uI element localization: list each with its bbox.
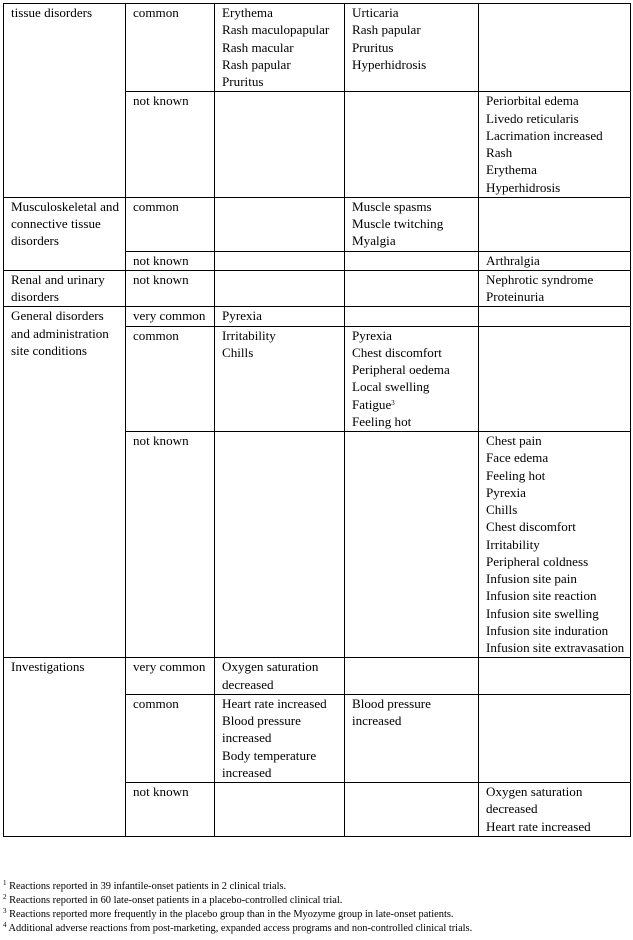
footnote-mark: 1 xyxy=(3,879,7,887)
reaction-cell xyxy=(215,326,345,432)
reaction-item xyxy=(352,396,476,413)
reaction-text: Feeling hot xyxy=(352,413,412,429)
reaction-item xyxy=(352,232,476,249)
reaction-item xyxy=(486,467,628,484)
footnote-mark: 2 xyxy=(3,892,7,901)
reaction-item xyxy=(352,344,476,361)
reaction-cell xyxy=(479,4,631,92)
reaction-item xyxy=(222,56,342,73)
reaction-text: Blood pressure increased xyxy=(352,695,431,728)
reaction-cell xyxy=(479,783,631,837)
reaction-text: Hyperhidrosis xyxy=(352,56,427,72)
reaction-text: Pyrexia xyxy=(222,308,262,324)
reaction-item xyxy=(486,161,628,178)
frequency-cell: common xyxy=(126,4,215,92)
system-organ-class-cell: General disorders and administration site conditions xyxy=(4,307,126,658)
reaction-item xyxy=(222,712,342,747)
reaction-text: Muscle spasms xyxy=(352,198,432,214)
reaction-item xyxy=(486,605,628,622)
reaction-text: Hyperhidrosis xyxy=(486,179,561,195)
reaction-cell xyxy=(215,658,345,695)
reaction-item xyxy=(486,432,628,449)
reaction-text: Pyrexia xyxy=(486,484,526,500)
reaction-text: Local swelling xyxy=(352,379,430,395)
reaction-cell xyxy=(479,251,631,270)
reaction-item xyxy=(222,327,342,344)
reaction-cell xyxy=(345,251,479,270)
reaction-text: Pyrexia xyxy=(352,327,392,343)
reaction-item xyxy=(222,747,342,782)
reaction-item xyxy=(486,536,628,553)
reaction-item xyxy=(222,4,342,21)
reaction-text: Blood pressure increased xyxy=(222,713,301,746)
frequency-cell: common xyxy=(126,694,215,782)
reaction-text: Arthralgia xyxy=(486,252,540,268)
footnote-mark: 3 xyxy=(3,906,7,915)
reaction-text: Heart rate increased xyxy=(486,818,591,834)
reaction-item xyxy=(486,252,628,269)
reaction-item xyxy=(486,501,628,518)
reaction-text: Feeling hot xyxy=(486,467,546,483)
reaction-item xyxy=(352,695,476,730)
reaction-text: Urticaria xyxy=(352,5,399,20)
reaction-cell xyxy=(479,270,631,307)
reaction-item xyxy=(486,179,628,196)
reaction-cell xyxy=(479,92,631,198)
reaction-item xyxy=(486,518,628,535)
reaction-item xyxy=(352,327,476,344)
reaction-cell xyxy=(215,251,345,270)
system-organ-class-cell: Musculoskeletal and connective tissue disorders xyxy=(4,197,126,270)
reaction-cell xyxy=(479,694,631,782)
reaction-item xyxy=(486,622,628,639)
reaction-item xyxy=(486,783,628,818)
reaction-cell xyxy=(215,432,345,658)
reaction-text: Peripheral coldness xyxy=(486,553,589,569)
reaction-text: Lacrimation increased xyxy=(486,127,603,143)
reaction-cell xyxy=(345,270,479,307)
reaction-text: Muscle twitching xyxy=(352,216,444,231)
reaction-cell xyxy=(215,694,345,782)
reaction-text: Rash papular xyxy=(352,22,421,38)
frequency-cell: very common xyxy=(126,658,215,695)
footnote-mark: 4 xyxy=(3,920,7,929)
reaction-text: Nephrotic syndrome xyxy=(486,271,594,287)
table-row xyxy=(4,4,631,92)
adverse-reactions-table xyxy=(3,3,631,837)
footnote xyxy=(3,880,630,894)
reaction-item xyxy=(222,21,342,38)
reaction-cell xyxy=(215,270,345,307)
table-row xyxy=(4,270,631,307)
reaction-text: Body temperature increased xyxy=(222,747,317,780)
reaction-text: Rash macular xyxy=(222,39,294,55)
reaction-cell xyxy=(479,658,631,695)
reaction-item xyxy=(486,110,628,127)
reaction-text: Infusion site pain xyxy=(486,571,577,586)
reaction-cell xyxy=(215,197,345,251)
footnotes xyxy=(3,880,630,936)
reaction-text: Oxygen saturation decreased xyxy=(486,784,583,817)
reaction-text: Peripheral oedema xyxy=(352,362,450,377)
footnote-text: Additional adverse reactions from post-marketing, expanded access programs and non-controlled clinical trials. xyxy=(8,922,473,934)
reaction-item xyxy=(486,639,628,656)
reaction-item xyxy=(352,413,476,430)
reaction-cell xyxy=(479,197,631,251)
table-row xyxy=(4,307,631,326)
reaction-text: Infusion site swelling xyxy=(486,605,599,621)
reaction-item xyxy=(352,56,476,73)
footnote xyxy=(3,908,630,922)
reaction-text: Heart rate increased xyxy=(222,695,327,711)
reaction-item xyxy=(222,73,342,90)
reaction-text: Rash maculopapular xyxy=(222,22,330,38)
reaction-text: Periorbital edema xyxy=(486,93,579,109)
reaction-cell xyxy=(345,658,479,695)
reaction-cell xyxy=(479,432,631,658)
reaction-item xyxy=(222,307,342,324)
frequency-cell: not known xyxy=(126,92,215,198)
reaction-text: Erythema xyxy=(486,162,537,178)
reaction-item xyxy=(352,4,476,21)
reaction-text: Proteinuria xyxy=(486,289,545,304)
reaction-item xyxy=(352,378,476,395)
reaction-item xyxy=(222,344,342,361)
reaction-item xyxy=(486,570,628,587)
reaction-cell xyxy=(345,307,479,326)
reaction-cell xyxy=(345,694,479,782)
reaction-cell xyxy=(345,4,479,92)
frequency-cell: not known xyxy=(126,251,215,270)
reaction-text: Livedo reticularis xyxy=(486,110,579,126)
reaction-text: Irritability xyxy=(222,327,276,343)
reaction-text: Oxygen saturation decreased xyxy=(222,659,319,692)
footnote-text: Reactions reported more frequently in the placebo group than in the Myozyme group in late-onset patients. xyxy=(9,908,454,920)
reaction-item xyxy=(486,587,628,604)
reaction-item xyxy=(222,695,342,712)
footnote-text: Reactions reported in 60 late-onset patients in a placebo-controlled clinical trial. xyxy=(9,894,343,906)
reaction-item xyxy=(352,21,476,38)
reaction-item xyxy=(486,92,628,109)
reaction-text: Rash xyxy=(486,145,513,160)
reaction-text: Pruritus xyxy=(352,39,394,55)
reaction-item xyxy=(486,144,628,161)
table-body xyxy=(4,4,631,837)
reaction-item xyxy=(486,553,628,570)
reaction-item xyxy=(486,288,628,305)
frequency-cell: very common xyxy=(126,307,215,326)
system-organ-class-cell: tissue disorders xyxy=(4,4,126,198)
reaction-text: Chest discomfort xyxy=(486,519,576,535)
reaction-cell xyxy=(479,326,631,432)
reaction-text: Myalgia xyxy=(352,233,396,249)
system-organ-class-cell: Investigations xyxy=(4,658,126,837)
reaction-item xyxy=(352,215,476,232)
reaction-text: Chills xyxy=(486,502,518,517)
reaction-item xyxy=(486,449,628,466)
reaction-text: Infusion site reaction xyxy=(486,588,597,604)
reaction-cell xyxy=(215,307,345,326)
reaction-cell xyxy=(345,197,479,251)
reaction-item xyxy=(486,484,628,501)
footnote-text: Reactions reported in 39 infantile-onset patients in 2 clinical trials. xyxy=(9,881,287,892)
table-row xyxy=(4,197,631,251)
reaction-text: Irritability xyxy=(486,536,540,552)
reaction-item xyxy=(352,198,476,215)
reaction-text: Pruritus xyxy=(222,74,264,89)
footnote-marker: 3 xyxy=(391,398,395,407)
reaction-item xyxy=(352,39,476,56)
reaction-cell xyxy=(345,432,479,658)
reaction-cell xyxy=(479,307,631,326)
reaction-text: Infusion site extravasation xyxy=(486,640,625,655)
footnote xyxy=(3,922,630,936)
reaction-text: Chills xyxy=(222,344,254,360)
system-organ-class-cell: Renal and urinary disorders xyxy=(4,270,126,307)
reaction-cell xyxy=(215,4,345,92)
reaction-cell xyxy=(215,92,345,198)
reaction-text: Face edema xyxy=(486,450,549,466)
reaction-item xyxy=(486,818,628,835)
reaction-cell xyxy=(345,92,479,198)
reaction-item xyxy=(222,39,342,56)
reaction-text: Fatigue xyxy=(352,396,392,412)
reaction-text: Erythema xyxy=(222,5,273,20)
reaction-cell xyxy=(215,783,345,837)
reaction-item xyxy=(486,271,628,288)
footnote xyxy=(3,894,630,908)
reaction-cell xyxy=(345,326,479,432)
frequency-cell: common xyxy=(126,197,215,251)
frequency-cell: not known xyxy=(126,432,215,658)
frequency-cell: common xyxy=(126,326,215,432)
table-row xyxy=(4,658,631,695)
frequency-cell: not known xyxy=(126,270,215,307)
reaction-cell xyxy=(345,783,479,837)
reaction-text: Chest discomfort xyxy=(352,344,442,360)
reaction-text: Infusion site induration xyxy=(486,622,609,638)
reaction-text: Chest pain xyxy=(486,433,542,448)
reaction-item xyxy=(486,127,628,144)
frequency-cell: not known xyxy=(126,783,215,837)
reaction-item xyxy=(352,361,476,378)
reaction-text: Rash papular xyxy=(222,56,291,72)
reaction-item xyxy=(222,658,342,693)
